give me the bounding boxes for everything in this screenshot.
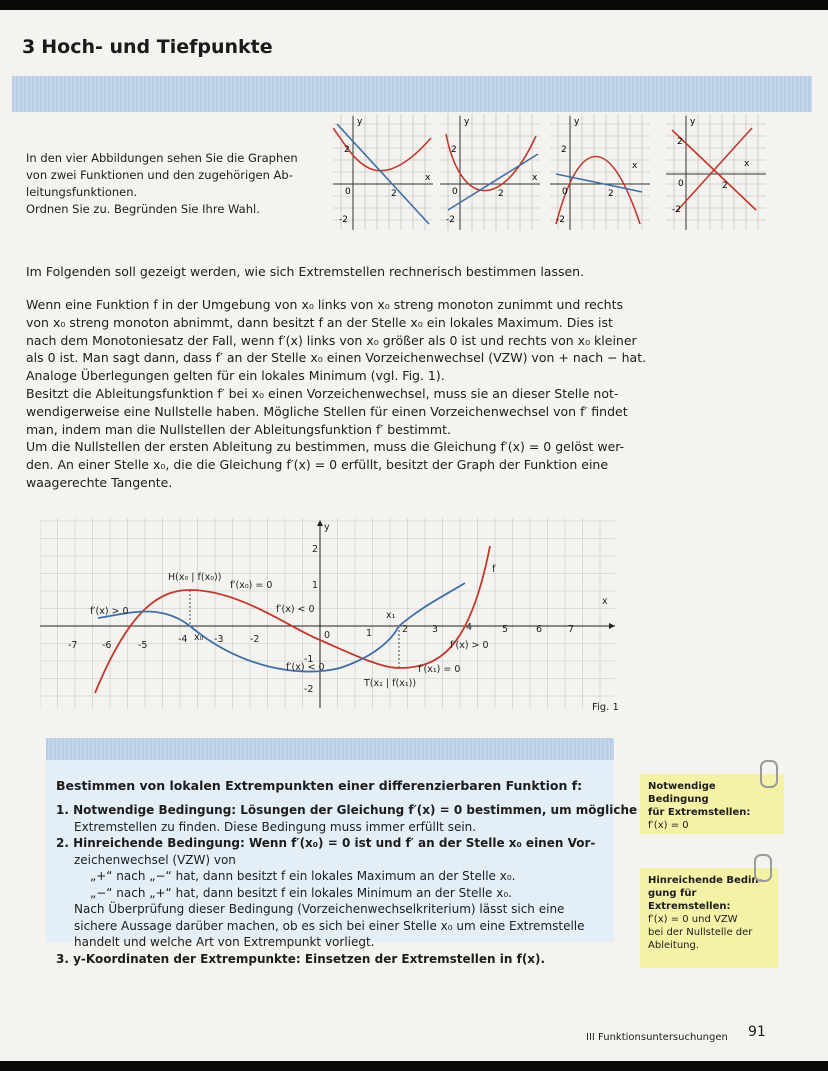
note-necessary-condition (640, 774, 784, 834)
fp-negative-2: f′(x) < 0 (286, 662, 325, 673)
para-line: Um die Nullstellen der ersten Ableitung zu bestimmen, muss die Gleichung f′(x) = 0 gelöst wer- (26, 439, 625, 455)
f-label: f (492, 564, 496, 575)
f-prime-x1-label: f′(x₁) = 0 (418, 664, 461, 675)
tick-x-neg7: -7 (68, 640, 78, 651)
tick-x-neg3: -3 (214, 634, 224, 645)
small-graph-3 (550, 114, 650, 230)
tick-top: 2 (561, 145, 567, 155)
para-line: Wenn eine Funktion f in der Umgebung von x₀ links von x₀ streng monoton zunimmt und rechts (26, 297, 624, 312)
tick-x-4: 4 (466, 622, 473, 633)
tick-bottom: -2 (672, 205, 681, 215)
para-line: waagerechte Tangente. (26, 474, 173, 490)
para-line: von x₀ streng monoton abnimmt, dann besitzt f an der Stelle x₀ ein lokales Maximum. Dies ist (26, 314, 613, 330)
tick-bottom: -2 (339, 215, 348, 225)
high-point-label: H(x₀ | f(x₀)) (168, 572, 222, 583)
tick-top: 2 (344, 145, 350, 155)
fp-negative-1: f′(x) < 0 (276, 604, 315, 615)
tick-x-3: 3 (432, 624, 439, 635)
tick-x-5: 5 (502, 624, 509, 635)
note2-body-line: Ableitung. (648, 940, 700, 951)
y-label: y (464, 117, 470, 127)
intro-line: leitungsfunktionen. (26, 185, 138, 199)
def-line: „+“ nach „−“ hat, dann besitzt f ein lokales Maximum an der Stelle x₀. (90, 869, 516, 883)
tick-x: 2 (391, 189, 397, 199)
lead-sentence: Im Folgenden soll gezeigt werden, wie sich Extremstellen rechnerisch bestimmen lassen. (26, 264, 585, 279)
tick-y-neg1: -1 (304, 654, 314, 665)
tick-x-2: 2 (402, 624, 409, 635)
para-line: wendigerweise eine Nullstelle haben. Mögliche Stellen für einen Vorzeichenwechsel von f′ findet (26, 403, 628, 419)
def-line: zeichenwechsel (VZW) von (74, 852, 236, 867)
tick-bottom: -2 (446, 215, 455, 225)
chapter-heading (22, 36, 273, 58)
paperclip-icon (754, 854, 772, 882)
def-line: Extremstellen zu finden. Diese Bedingung muss immer erfüllt sein. (74, 819, 477, 834)
para-line: Besitzt die Ableitungsfunktion f′ bei x₀ einen Vorzeichenwechsel, muss sie an dieser Stelle not- (26, 385, 619, 401)
figure-1 (40, 518, 620, 708)
small-graph-1 (333, 114, 433, 230)
tick-x: 2 (722, 181, 728, 191)
note2-body-line: bei der Nullstelle der (648, 927, 753, 938)
f-prime-graph (98, 583, 465, 672)
bottom-border (0, 1061, 828, 1071)
para-line: nach dem Monotoniesatz der Fall, wenn f′(x) links von x₀ größer als 0 ist und rechts von x₀ kleiner (26, 332, 637, 348)
f-prime-x0-label: f′(x₀) = 0 (230, 580, 273, 591)
y-label: y (574, 117, 580, 127)
intro-task (26, 150, 326, 218)
low-point-label: T(x₁ | f(x₁)) (364, 678, 417, 689)
tick-x: 2 (498, 189, 504, 199)
definition-stripe (46, 738, 614, 760)
def-line: sichere Aussage darüber machen, ob es sich bei einer Stelle x₀ um eine Extremstelle (74, 918, 585, 933)
x-label: x (425, 173, 431, 183)
tick-x-7: 7 (568, 624, 575, 635)
fp-positive-left: f′(x) > 0 (90, 606, 129, 617)
note1-title-line: Notwendige Bedingung (648, 781, 716, 805)
x-label: x (532, 173, 538, 183)
small-graph-4 (666, 114, 766, 230)
footer-section: III Funktionsuntersuchungen (586, 1032, 728, 1043)
tick-top: 2 (677, 137, 683, 147)
note2-title-line: Hinreichende Bedin- (648, 875, 763, 886)
intro-line: In den vier Abbildungen sehen Sie die Graphen (26, 151, 298, 165)
x-label: x (632, 161, 638, 171)
top-border (0, 0, 828, 10)
header-stripe (12, 76, 812, 112)
tick-y-2: 2 (312, 544, 319, 555)
fp-positive-right: f′(x) > 0 (450, 640, 489, 651)
origin: 0 (678, 179, 684, 189)
explanation-paragraph (26, 296, 647, 492)
para-line: als 0 ist. Man sagt dann, dass f′ an der Stelle x₀ einen Vorzeichenwechsel (VZW) von + nach − hat. (26, 350, 647, 366)
def-line: 3. y-Koordinaten der Extrempunkte: Einsetzen der Extremstellen in f(x). (56, 951, 546, 966)
note-sufficient-condition (640, 868, 778, 968)
figure-caption: Fig. 1 (592, 702, 619, 713)
fig-y-label: y (324, 522, 330, 533)
tick-x-6: 6 (536, 624, 543, 635)
para-line: man, indem man die Nullstellen der Ableitungsfunktion f′ bestimmt. (26, 421, 451, 437)
def-line: 1. Notwendige Bedingung: Lösungen der Gleichung f′(x) = 0 bestimmen, um mögliche (56, 803, 638, 817)
note2-body-line: f′(x) = 0 und VZW (648, 914, 738, 925)
fig-origin: 0 (324, 630, 331, 641)
definition-body (56, 802, 638, 967)
def-line: handelt und welche Art von Extrempunkt vorliegt. (74, 935, 375, 949)
tick-x: 2 (608, 189, 614, 199)
origin: 0 (562, 187, 568, 197)
tick-x-neg2: -2 (250, 634, 260, 645)
x1-marker: x₁ (386, 610, 396, 621)
y-label: y (690, 117, 696, 127)
note1-body-line: f′(x) = 0 (648, 820, 689, 831)
x-label: x (744, 159, 750, 169)
chapter-title: Hoch- und Tiefpunkte (41, 36, 273, 58)
origin: 0 (452, 187, 458, 197)
origin: 0 (345, 187, 351, 197)
tick-top: 2 (451, 145, 457, 155)
tick-x-1: 1 (366, 628, 373, 639)
tick-y-neg2: -2 (304, 684, 314, 695)
paperclip-icon (760, 760, 778, 788)
x0-marker: x₀ (194, 632, 204, 643)
para-line: Analoge Überlegungen gelten für ein lokales Minimum (vgl. Fig. 1). (26, 368, 445, 384)
intro-line: von zwei Funktionen und den zugehörigen Ab- (26, 168, 293, 182)
y-label: y (357, 117, 363, 127)
tick-x-neg5: -5 (138, 640, 148, 651)
chapter-number: 3 (22, 36, 36, 58)
intro-line: Ordnen Sie zu. Begründen Sie Ihre Wahl. (26, 202, 260, 216)
tick-x-neg4: -4 (178, 634, 188, 645)
para-line: den. An einer Stelle x₀, die die Gleichung f′(x) = 0 erfüllt, besitzt der Graph der Funktion eine (26, 457, 609, 473)
def-line: 2. Hinreichende Bedingung: Wenn f′(x₀) = 0 ist und f′ an der Stelle x₀ einen Vor- (56, 836, 596, 850)
small-graph-2 (440, 114, 540, 230)
tick-x-neg6: -6 (102, 640, 112, 651)
note2-title-line: gung für Extremstellen: (648, 888, 731, 912)
def-line: Nach Überprüfung dieser Bedingung (Vorzeichenwechselkriterium) lässt sich eine (74, 902, 565, 916)
tick-y-1: 1 (312, 580, 319, 591)
tick-bottom: -2 (556, 215, 565, 225)
note1-title-line: für Extremstellen: (648, 807, 751, 818)
fig-x-label: x (602, 596, 608, 607)
page-number: 91 (748, 1024, 766, 1040)
def-line: „−“ nach „+“ hat, dann besitzt f ein lokales Minimum an der Stelle x₀. (90, 885, 512, 900)
definition-title: Bestimmen von lokalen Extrempunkten einer differenzierbaren Funktion f: (56, 778, 583, 793)
